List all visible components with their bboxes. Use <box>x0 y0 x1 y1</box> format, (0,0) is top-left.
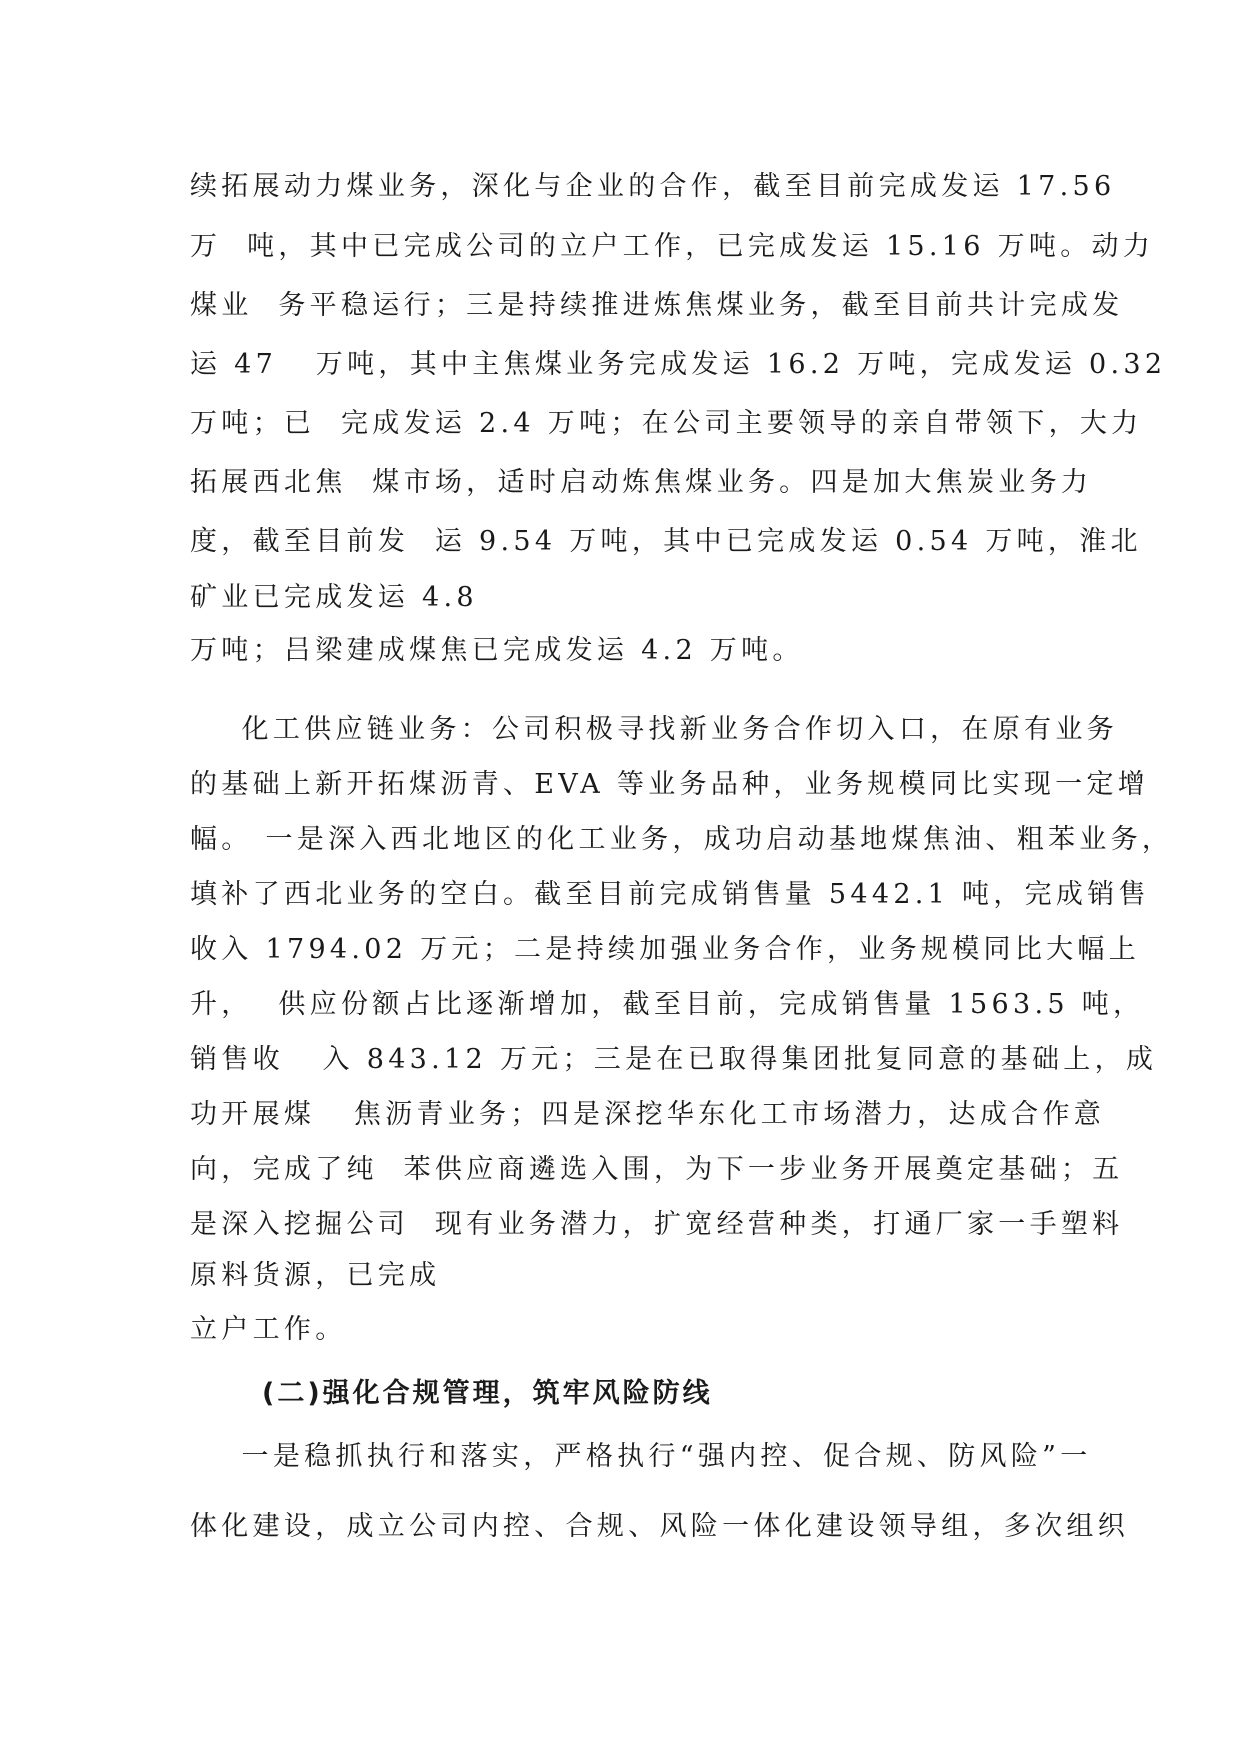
paragraph-1-line-2: 万 吨，其中已完成公司的立户工作，已完成发运 15.16 万吨。动力 <box>190 231 1155 262</box>
paragraph-3-line-1: 一是稳抓执行和落实，严格执行“强内控、促合规、防风险”一 <box>190 1441 1092 1472</box>
paragraph-2-line-10: 是深入挖掘公司 现有业务潜力，扩宽经营种类，打通厂家一手塑料 <box>190 1209 1124 1240</box>
paragraph-1-line-6: 拓展西北焦 煤市场，适时启动炼焦煤业务。四是加大焦炭业务力 <box>190 467 1093 498</box>
paragraph-2-line-1: 化工供应链业务：公司积极寻找新业务合作切入口，在原有业务 <box>190 714 1118 745</box>
paragraph-1-line-8: 矿业已完成发运 4.8 <box>190 582 478 613</box>
paragraph-3-line-2: 体化建设，成立公司内控、合规、风险一体化建设领导组，多次组织 <box>190 1511 1129 1542</box>
paragraph-2-line-6: 升， 供应份额占比逐渐增加，截至目前，完成销售量 1563.5 吨， <box>190 989 1145 1020</box>
paragraph-2-line-3: 幅。 一是深入西北地区的化工业务，成功启动基地煤焦油、粗苯业务， <box>190 824 1174 855</box>
paragraph-1-line-9: 万吨；吕梁建成煤焦已完成发运 4.2 万吨。 <box>190 635 804 666</box>
paragraph-2-line-2: 的基础上新开拓煤沥青、EVA 等业务品种，业务规模同比实现一定增 <box>190 769 1150 800</box>
paragraph-1-line-1: 续拓展动力煤业务，深化与企业的合作，截至目前完成发运 17.56 <box>190 171 1116 202</box>
paragraph-1-line-5: 万吨；已 完成发运 2.4 万吨；在公司主要领导的亲自带领下，大力 <box>190 408 1143 439</box>
paragraph-2-line-9: 向，完成了纯 苯供应商遴选入围，为下一步业务开展奠定基础；五 <box>190 1154 1124 1185</box>
paragraph-1-line-4: 运 47 万吨，其中主焦煤业务完成发运 16.2 万吨，完成发运 0.32 <box>190 349 1167 380</box>
paragraph-2-line-7: 销售收 入 843.12 万元；三是在已取得集团批复同意的基础上，成 <box>190 1044 1158 1075</box>
paragraph-2-line-12: 立户工作。 <box>190 1314 347 1345</box>
paragraph-2-line-11: 原料货源，已完成 <box>190 1260 441 1291</box>
paragraph-1-line-3: 煤业 务平稳运行；三是持续推进炼焦煤业务，截至目前共计完成发 <box>190 290 1124 321</box>
section-heading: (二)强化合规管理，筑牢风险防线 <box>262 1378 713 1409</box>
paragraph-1-line-7: 度，截至目前发 运 9.54 万吨，其中已完成发运 0.54 万吨，淮北 <box>190 526 1142 557</box>
paragraph-2-line-8: 功开展煤 焦沥青业务；四是深挖华东化工市场潜力，达成合作意 <box>190 1099 1106 1130</box>
paragraph-2-line-4: 填补了西北业务的空白。截至目前完成销售量 5442.1 吨，完成销售 <box>190 879 1150 910</box>
paragraph-2-line-5: 收入 1794.02 万元；二是持续加强业务合作，业务规模同比大幅上 <box>190 934 1141 965</box>
